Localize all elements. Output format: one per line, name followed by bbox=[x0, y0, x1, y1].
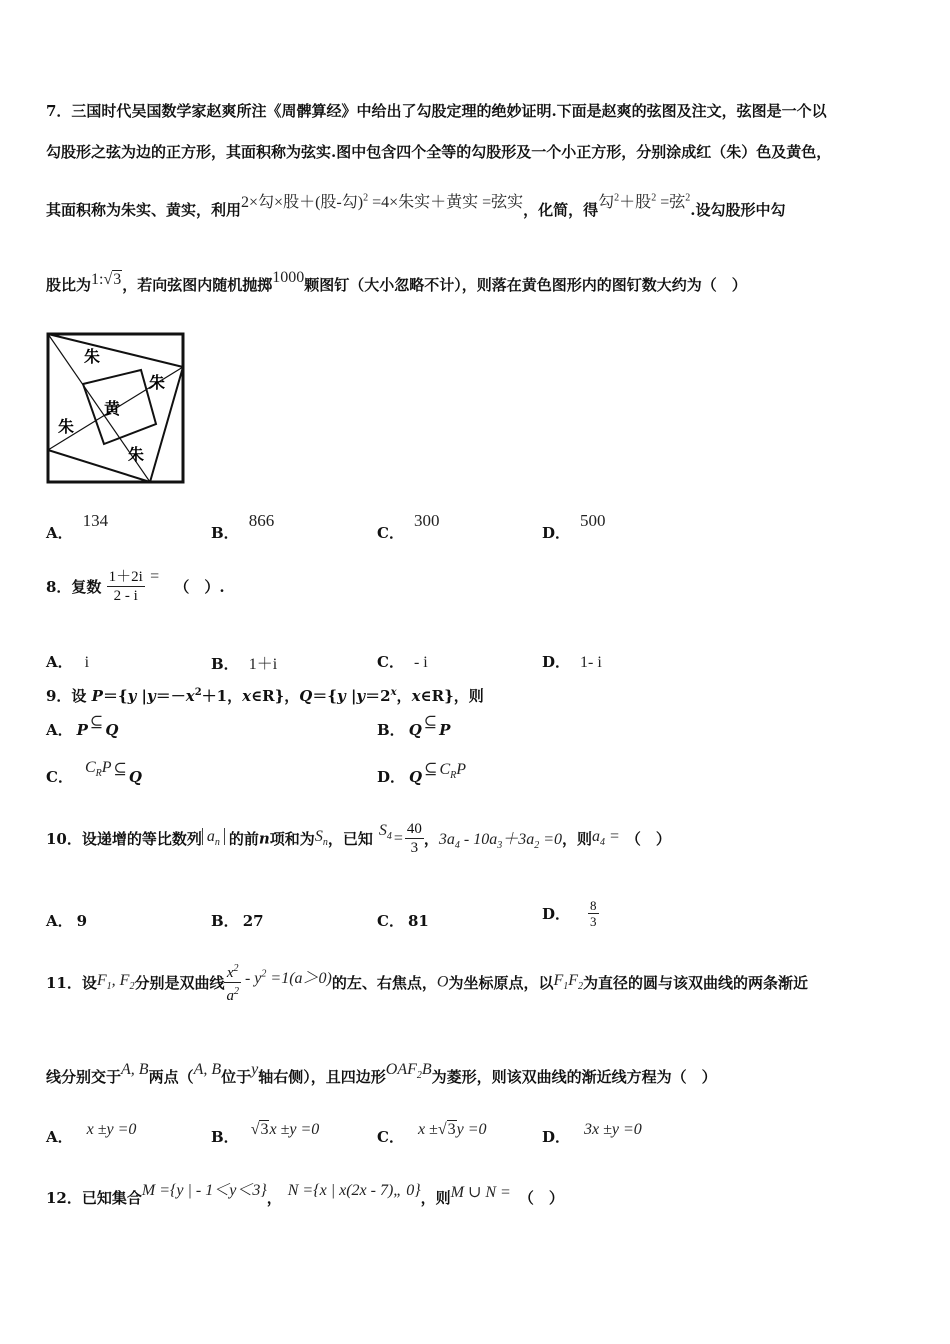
q9-option-d[interactable]: D． Q ⊆ $C_RP$ bbox=[377, 761, 467, 786]
q7-option-a[interactable]: A．134 bbox=[46, 511, 109, 542]
q12-stem: 12．已知集合M ={y | - 1＜y＜3}， N ={x | x(2x - 7)„ 0}，则M ∪ N = （ ） bbox=[46, 1182, 564, 1207]
q10-option-d[interactable]: D． $\frac{8}{3}$ bbox=[542, 898, 597, 929]
q11-hyperbola-fraction: $\frac{x^2}{a^2}$ bbox=[224, 960, 241, 1005]
huang-label: 黄 bbox=[104, 399, 121, 418]
q7-option-b[interactable]: B．866 bbox=[211, 511, 275, 542]
q7-line4: 股比为1:√3，若向弦图内随机抛掷1000颗图钉（大小忽略不计），则落在黄色图形内的图钉数大约为（ ） bbox=[46, 269, 747, 294]
q9-option-c[interactable]: C．$C_RP$ ⊆ Q bbox=[46, 759, 142, 786]
chord-diagram bbox=[46, 332, 186, 485]
q10-option-a[interactable]: A． 9 bbox=[46, 912, 88, 930]
q8-fraction: $\frac{1+2i}{2 - i}$ bbox=[108, 569, 143, 604]
q10-option-c[interactable]: C． 81 bbox=[377, 912, 429, 930]
q11-option-d[interactable]: D． 3x ±y =0 bbox=[542, 1121, 642, 1146]
q10-stem: 10．设递增的等比数列 $a_n$ 的前n项和为$S_n$，已知 $S_4$ = $\frac{40}{3}$ ，$3a_4 - 10a_3+3a_2 =0$，则$a_4$ = （ ） bbox=[46, 821, 671, 856]
q11-line2: 线分别交于A, B两点（A, B位于y轴右侧），且四边形$OAF_2B$为菱形，则该双曲线的渐近线方程为（ ） bbox=[46, 1061, 717, 1086]
q10-option-b[interactable]: B． 27 bbox=[211, 912, 264, 930]
q12-union: M ∪ N = bbox=[450, 1184, 511, 1201]
q7-line2: 勾股形之弦为边的正方形，其面积称为弦实.图中包含四个全等的勾股形及一个小正方形，分别涂成红（朱）色及黄色， bbox=[46, 143, 832, 161]
q10-condition: $3a_4 - 10a_3+3a_2 =0$ bbox=[438, 830, 563, 852]
q7-formula1: 2×勾×股＋(股-勾)$^2$ =4×朱实＋黄实 =弦实 bbox=[241, 192, 524, 211]
q8-option-b[interactable]: B． 1＋i bbox=[211, 655, 278, 673]
q8-stem: 8．复数 $\frac{1+2i}{2 - i}$ = （ ）. bbox=[46, 567, 225, 604]
q7-line3: 其面积称为朱实、黄实，利用2×勾×股＋(股-勾)$^2$ =4×朱实＋黄实 =弦实，化简，得勾$^2$＋股$^2$ =弦$^2$.设勾股形中勾 bbox=[46, 192, 786, 219]
q7-option-d[interactable]: D．500 bbox=[542, 511, 606, 542]
q11-option-a[interactable]: A． x ±y =0 bbox=[46, 1121, 137, 1146]
q7-count: 1000 bbox=[272, 269, 305, 286]
q7-option-c[interactable]: C．300 bbox=[377, 511, 440, 542]
q8-option-c[interactable]: C． - i bbox=[377, 653, 428, 671]
zhu-label-right: 朱 bbox=[149, 373, 166, 392]
q11-line1: 11．设$F_1$, $F_2$分别是双曲线 $\frac{x^2}{a^2}$ - $y^2 =1(a>0)$的左、右焦点，O为坐标原点，以$F_1F_2$为直径的圆与该双曲线的两条渐近 bbox=[46, 960, 808, 1005]
q8-option-d[interactable]: D． 1- i bbox=[542, 653, 602, 671]
q11-option-c[interactable]: C． x ±√3y =0 bbox=[377, 1121, 487, 1146]
q9-option-a[interactable]: A． P ⊆ Q bbox=[46, 714, 119, 739]
q10-sequence: $a_n$ bbox=[202, 828, 225, 845]
q9-stem: 9．设 P＝{y $|y=-x^2+1$，x∈R}，Q＝{y $|y=2^x$，x∈R}，则 bbox=[46, 687, 484, 705]
q7-formula2: 勾$^2$＋股$^2$ =弦$^2$ bbox=[598, 192, 691, 211]
q8-option-a[interactable]: A． i bbox=[46, 653, 90, 671]
zhu-label-bottom: 朱 bbox=[128, 445, 145, 464]
q11-option-b[interactable]: B． √3x ±y =0 bbox=[211, 1121, 320, 1146]
q10-fraction: $\frac{40}{3}$ bbox=[406, 821, 422, 856]
q12-set-n: N ={x | x(2x - 7)„ 0} bbox=[287, 1182, 421, 1199]
q9-option-b[interactable]: B． Q ⊆ P bbox=[377, 714, 451, 739]
q7-ratio: 1:√3 bbox=[91, 271, 122, 288]
q12-set-m: M ={y | - 1＜y＜3} bbox=[141, 1182, 267, 1199]
zhu-label-top: 朱 bbox=[84, 347, 101, 366]
zhu-label-left: 朱 bbox=[58, 417, 75, 436]
q7-line1: 7．三国时代吴国数学家赵爽所注《周髀算经》中给出了勾股定理的绝妙证明.下面是赵爽的弦图及注文，弦图是一个以 bbox=[46, 102, 827, 120]
